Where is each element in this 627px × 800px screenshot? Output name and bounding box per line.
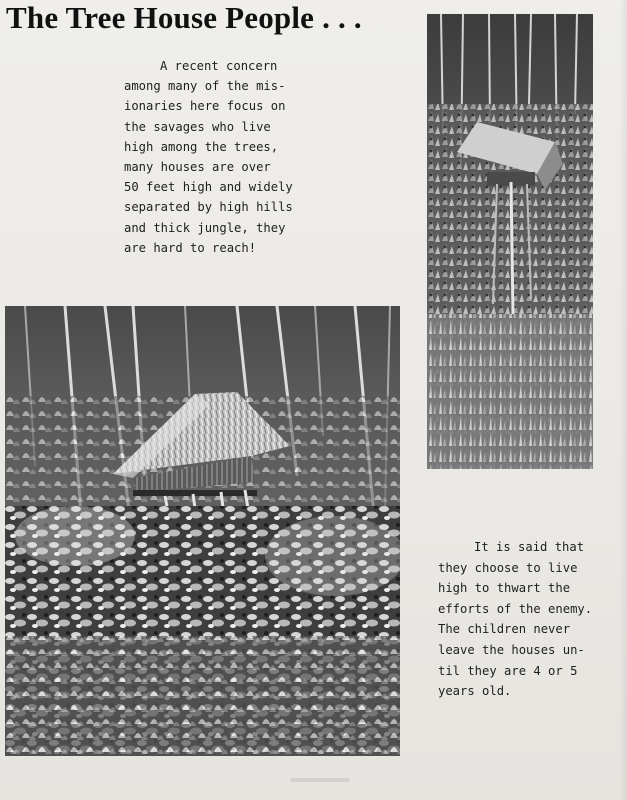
tree-house-jungle-image: [5, 306, 400, 756]
caption-line: they choose to live: [438, 560, 578, 575]
intro-line: are hard to reach!: [124, 240, 257, 255]
caption-line: high to thwart the: [438, 581, 571, 596]
intro-line: 50 feet high and widely: [124, 180, 293, 195]
intro-line: among many of the mis-: [124, 79, 286, 94]
caption-line: leave the houses un-: [438, 642, 585, 657]
caption-line: The children never: [438, 622, 571, 637]
page-edge-shadow: [619, 0, 627, 800]
intro-line: many houses are over: [124, 160, 271, 175]
intro-line: high among the trees,: [124, 139, 279, 154]
intro-line: separated by high hills: [124, 200, 293, 215]
intro-paragraph: [124, 56, 324, 258]
caption-line: years old.: [438, 684, 512, 699]
intro-line: ionaries here focus on: [124, 99, 286, 114]
caption-line: til they are 4 or 5: [438, 663, 578, 678]
page-crease: [290, 778, 350, 782]
article-title: The Tree House People . . .: [6, 0, 362, 35]
intro-line: and thick jungle, they: [124, 220, 286, 235]
intro-line: A recent concern: [160, 59, 278, 73]
caption-line: efforts of the enemy.: [438, 601, 593, 616]
tree-house-jungle-photo: [5, 306, 400, 756]
intro-line: the savages who live: [124, 119, 271, 134]
caption-paragraph: [438, 537, 608, 702]
caption-line: It is said that: [474, 540, 585, 554]
tree-house-stilts-image: [427, 14, 593, 469]
tree-house-stilts-photo: [427, 14, 593, 469]
